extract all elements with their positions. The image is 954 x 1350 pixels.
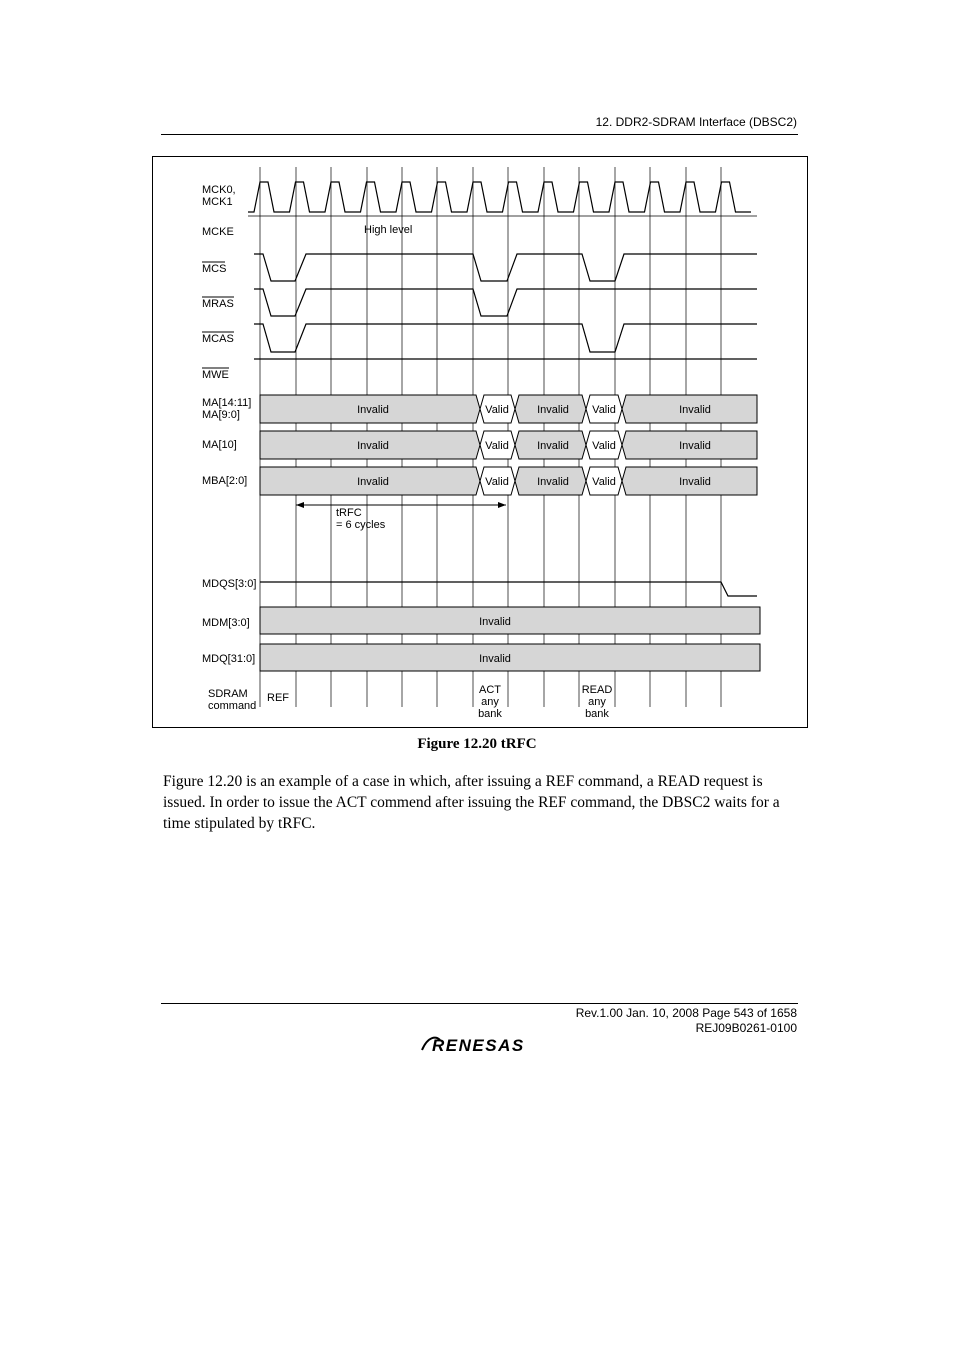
header-rule — [161, 134, 798, 135]
page-header-section-title: 12. DDR2-SDRAM Interface (DBSC2) — [595, 115, 797, 129]
timing-diagram — [153, 157, 809, 729]
command-read-bank: bank — [585, 708, 609, 720]
svg-text:RENESAS: RENESAS — [432, 1036, 525, 1055]
trfc-arrow-left — [296, 502, 304, 508]
label-ma1411: MA[14:11] — [202, 397, 252, 409]
bus-mba-label-4: Invalid — [679, 476, 711, 488]
bus-ma1411-ma90 — [260, 395, 757, 423]
command-ref: REF — [267, 692, 289, 704]
annotation-high-level: High level — [364, 224, 413, 236]
label-mba: MBA[2:0] — [202, 475, 248, 487]
bus-ma10-label-3: Valid — [592, 440, 616, 452]
bus-mba — [260, 467, 757, 495]
mcs-waveform — [254, 254, 757, 281]
label-mcs: MCS — [202, 263, 227, 275]
footer-rule — [161, 1003, 798, 1004]
renesas-logo — [420, 1032, 542, 1056]
label-mcke: MCKE — [202, 226, 234, 238]
mcas-waveform — [254, 324, 757, 352]
bus-mba-label-1: Valid — [485, 476, 509, 488]
bus-ma10-label-1: Valid — [485, 440, 509, 452]
body-paragraph: Figure 12.20 is an example of a case in which, after issuing a REF command, a READ request is issued. In order to issue the ACT commend after issuing the REF command, the DBSC2 waits for a time stipulated by tRFC. — [163, 773, 780, 832]
mdq-invalid-text: Invalid — [479, 653, 511, 665]
annotation-trfc: tRFC — [336, 507, 362, 519]
command-read-any: any — [588, 696, 606, 708]
label-mwe: MWE — [202, 369, 229, 381]
bus-mba-label-3: Valid — [592, 476, 616, 488]
command-act: ACT — [479, 684, 501, 696]
command-act-bank: bank — [478, 708, 502, 720]
timing-diagram-frame — [152, 156, 808, 728]
bus-ma1411-label-4: Invalid — [679, 404, 711, 416]
label-mras: MRAS — [202, 298, 234, 310]
command-act-any: any — [481, 696, 499, 708]
figure-caption: Figure 12.20 tRFC — [417, 736, 537, 752]
mras-waveform — [254, 289, 757, 316]
label-mdq: MDQ[31:0] — [202, 653, 256, 665]
label-ma10: MA[10] — [202, 439, 237, 451]
bus-mba-label-2: Invalid — [537, 476, 569, 488]
command-read: READ — [581, 684, 613, 696]
mdm-invalid-text: Invalid — [479, 616, 511, 628]
label-mdm: MDM[3:0] — [202, 617, 250, 629]
footer-revision: Rev.1.00 Jan. 10, 2008 Page 543 of 1658 — [575, 1006, 797, 1020]
bus-ma10-label-4: Invalid — [679, 440, 711, 452]
bus-ma1411-label-3: Valid — [592, 404, 616, 416]
footer-doc-number: REJ09B0261-0100 — [695, 1021, 797, 1035]
bus-ma10-label-2: Invalid — [537, 440, 569, 452]
bus-ma10 — [260, 431, 757, 459]
mdqs-waveform — [260, 582, 757, 596]
label-sdram: SDRAM — [208, 688, 248, 700]
label-mcas: MCAS — [202, 333, 234, 345]
bus-ma10-label-0: Invalid — [357, 440, 389, 452]
bus-ma1411-label-2: Invalid — [537, 404, 569, 416]
label-mdqs: MDQS[3:0] — [202, 578, 257, 590]
bus-ma1411-label-1: Valid — [485, 404, 509, 416]
annotation-trfc-cycles: = 6 cycles — [336, 519, 386, 531]
label-ma90: MA[9:0] — [202, 409, 240, 421]
bus-ma1411-label-0: Invalid — [357, 404, 389, 416]
label-mck0: MCK0, — [202, 184, 236, 196]
label-mck1: MCK1 — [202, 196, 233, 208]
bus-mba-label-0: Invalid — [357, 476, 389, 488]
trfc-arrow-right — [498, 502, 506, 508]
mck-clock-waveform — [248, 182, 751, 212]
label-command: command — [208, 700, 257, 712]
